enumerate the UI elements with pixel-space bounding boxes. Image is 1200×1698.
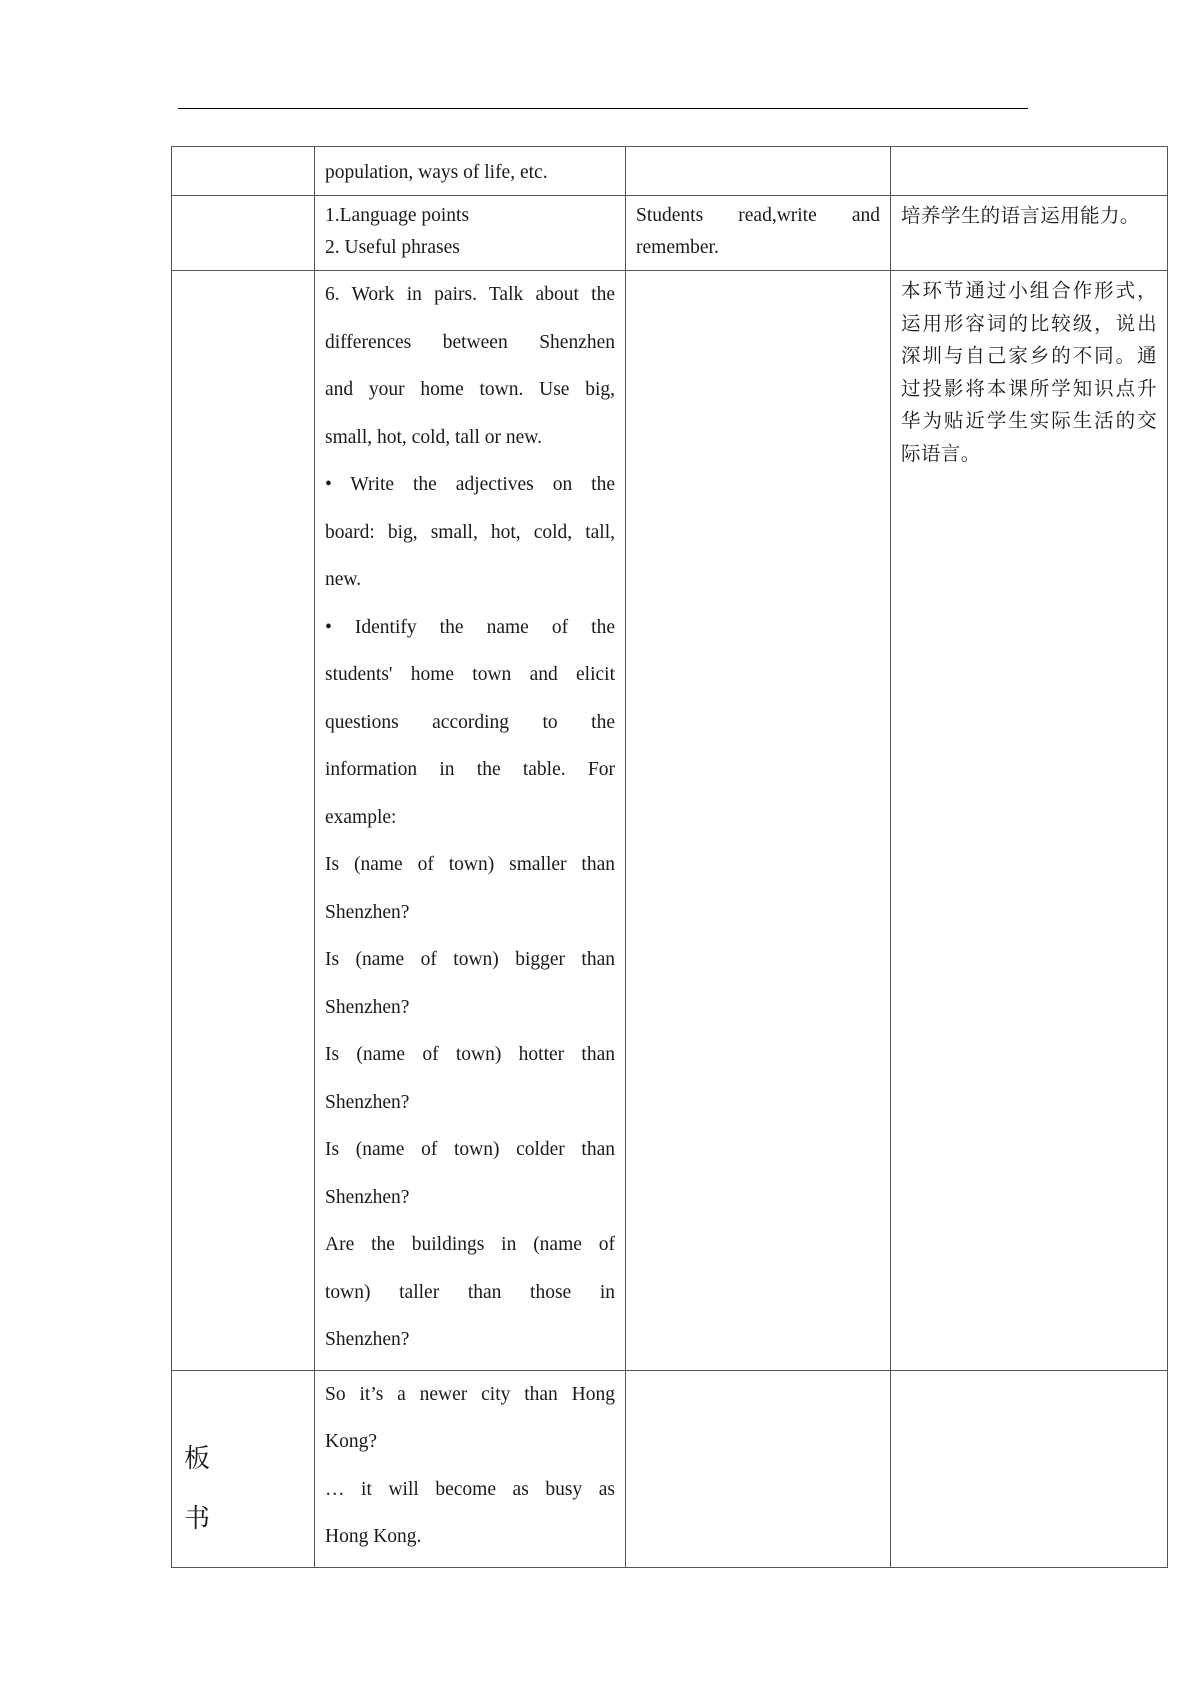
design-intent-cell — [891, 1370, 1168, 1567]
content-cell — [315, 271, 626, 1371]
stage-cell — [172, 196, 315, 271]
design-intent-cell — [891, 271, 1168, 1371]
content-line: questions according to the — [325, 711, 615, 733]
design-intent-cell — [891, 196, 1168, 271]
content-cell — [315, 196, 626, 271]
activity-line: remember. — [636, 237, 719, 258]
design-intent-cell — [891, 147, 1168, 196]
content-cell — [315, 1370, 626, 1567]
content-line: 1.Language points — [325, 205, 470, 226]
content-line: Shenzhen? — [325, 1329, 410, 1350]
content-line: … it will become as busy as — [325, 1478, 615, 1500]
content-line: town) taller than those in — [325, 1281, 615, 1303]
design-intent-text: 本环节通过小组合作形式，运用形容词的比较级，说出深圳与自己家乡的不同。通过投影将本课所学知识点升华为贴近学生实际生活的交际语言。 — [901, 279, 1157, 465]
content-line: So it’s a newer city than Hong — [325, 1383, 615, 1405]
content-line: Is (name of town) colder than — [325, 1139, 615, 1160]
stage-cell — [172, 271, 315, 1371]
content-line: example: — [325, 806, 397, 828]
student-activity-cell — [626, 1370, 891, 1567]
activity-line: Students read,write and — [636, 205, 880, 226]
content-line: small, hot, cold, tall or new. — [325, 426, 542, 448]
table-row — [172, 147, 1168, 196]
content-line: Shenzhen? — [325, 996, 410, 1018]
content-line: Is (name of town) smaller than — [325, 854, 615, 875]
content-line: population, ways of life, etc. — [325, 162, 548, 183]
lesson-plan-table — [171, 146, 1168, 1568]
content-line: new. — [325, 569, 362, 590]
content-line: Are the buildings in (name of — [325, 1234, 615, 1255]
stage-cell — [172, 147, 315, 196]
content-line: Shenzhen? — [325, 901, 410, 923]
content-line: Hong Kong. — [325, 1526, 422, 1547]
board-writing-label-cell — [172, 1370, 315, 1567]
student-activity-cell — [626, 196, 891, 271]
header-rule — [178, 108, 1028, 109]
content-line: Kong? — [325, 1431, 377, 1452]
content-line: board: big, small, hot, cold, tall, — [325, 521, 615, 543]
table-row — [172, 196, 1168, 271]
content-line: • Write the adjectives on the — [325, 474, 615, 495]
table-row — [172, 1370, 1168, 1567]
board-label-char: 板 — [184, 1443, 211, 1474]
content-line: and your home town. Use big, — [325, 379, 615, 400]
content-line: 6. Work in pairs. Talk about the — [325, 284, 615, 305]
content-line: differences between Shenzhen — [325, 331, 615, 353]
content-cell — [315, 147, 626, 196]
student-activity-cell — [626, 271, 891, 1371]
design-intent-text: 培养学生的语言运用能力。 — [901, 204, 1140, 227]
content-line: students' home town and elicit — [325, 664, 615, 685]
content-line: Is (name of town) hotter than — [325, 1044, 615, 1065]
content-line: Is (name of town) bigger than — [325, 949, 615, 970]
content-line: Shenzhen? — [325, 1186, 410, 1208]
content-line: • Identify the name of the — [325, 616, 615, 638]
content-line: Shenzhen? — [325, 1091, 410, 1113]
student-activity-cell — [626, 147, 891, 196]
content-line: 2. Useful phrases — [325, 237, 460, 258]
content-line: information in the table. For — [325, 759, 615, 780]
table-row — [172, 271, 1168, 1371]
board-label-char: 书 — [184, 1503, 211, 1534]
